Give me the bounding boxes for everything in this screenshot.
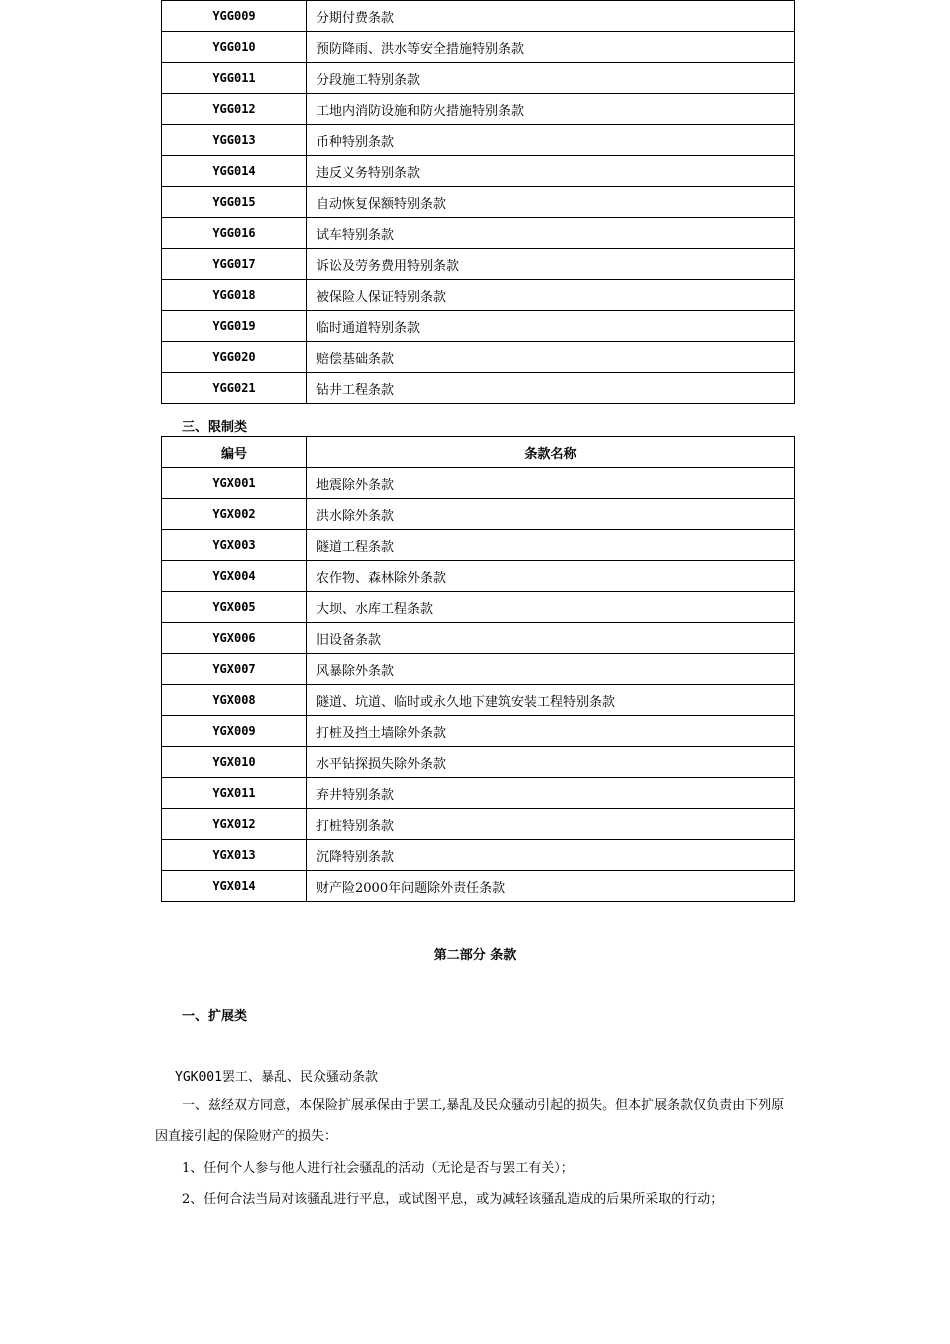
table-row	[162, 311, 795, 342]
clause-code-cell: YGG010	[162, 32, 307, 63]
clause-name-cell: 钻井工程条款	[307, 373, 795, 404]
clause-name-cell: 水平钻探损失除外条款	[307, 747, 795, 778]
clause-code-cell: YGX005	[162, 592, 307, 623]
clause-code-cell: YGX013	[162, 840, 307, 871]
clause-name-cell: 币种特别条款	[307, 125, 795, 156]
clause-name-cell: 预防降雨、洪水等安全措施特别条款	[307, 32, 795, 63]
clause-code-cell: YGX004	[162, 561, 307, 592]
table-row	[162, 94, 795, 125]
table-row	[162, 654, 795, 685]
table-row	[162, 840, 795, 871]
table-row	[162, 156, 795, 187]
table-header-row	[162, 437, 795, 468]
table-row	[162, 778, 795, 809]
header-code: 编号	[162, 437, 307, 468]
clause-name-cell: 违反义务特别条款	[307, 156, 795, 187]
clause-name-cell: 分期付费条款	[307, 1, 795, 32]
table-row	[162, 871, 795, 902]
table-row	[162, 249, 795, 280]
table-row	[162, 623, 795, 654]
clause-name-cell: 隧道工程条款	[307, 530, 795, 561]
table-row	[162, 280, 795, 311]
clause-code-cell: YGX006	[162, 623, 307, 654]
clause-name-cell: 自动恢复保额特别条款	[307, 187, 795, 218]
clause-name-cell: 打桩特别条款	[307, 809, 795, 840]
table-row	[162, 747, 795, 778]
clause-code-cell: YGG013	[162, 125, 307, 156]
table-row	[162, 685, 795, 716]
clause-code-cell: YGG021	[162, 373, 307, 404]
clause-name-cell: 农作物、森林除外条款	[307, 561, 795, 592]
table-row	[162, 716, 795, 747]
part-title: 第二部分 条款	[433, 948, 517, 963]
table-row	[162, 125, 795, 156]
clause-name-cell: 风暴除外条款	[307, 654, 795, 685]
table-guarantee-clauses	[161, 0, 795, 404]
clause-heading	[175, 1066, 378, 1085]
clause-name-cell: 沉降特别条款	[307, 840, 795, 871]
sub-title-extension: 一、扩展类	[182, 1009, 248, 1024]
clause-code-cell: YGX003	[162, 530, 307, 561]
table-row	[162, 592, 795, 623]
clause-code-cell: YGG014	[162, 156, 307, 187]
table-row	[162, 342, 795, 373]
table-row	[162, 561, 795, 592]
clause-code-cell: YGX009	[162, 716, 307, 747]
table-row	[162, 32, 795, 63]
clause-name-cell: 工地内消防设施和防火措施特别条款	[307, 94, 795, 125]
table-row	[162, 1, 795, 32]
clause-name-cell: 洪水除外条款	[307, 499, 795, 530]
clause-name-cell: 大坝、水库工程条款	[307, 592, 795, 623]
section-title-restriction: 三、限制类	[182, 420, 248, 435]
clause-code-cell: YGX007	[162, 654, 307, 685]
clause-paragraph: 一、兹经双方同意，本保险扩展承保由于罢工,暴乱及民众骚动引起的损失。但本扩展条款仅负责由下列原因直接引起的保险财产的损失：	[155, 1098, 785, 1144]
header-name: 条款名称	[307, 437, 795, 468]
table-row	[162, 187, 795, 218]
table-row	[162, 218, 795, 249]
clause-code-cell: YGX008	[162, 685, 307, 716]
table-row	[162, 499, 795, 530]
table-row	[162, 530, 795, 561]
clause-code: YGK001	[175, 1070, 222, 1085]
clause-code-cell: YGX012	[162, 809, 307, 840]
clause-name-cell: 试车特别条款	[307, 218, 795, 249]
clause-code-cell: YGG017	[162, 249, 307, 280]
table-row	[162, 63, 795, 94]
clause-code-cell: YGG009	[162, 1, 307, 32]
clause-name-cell: 地震除外条款	[307, 468, 795, 499]
clause-code-cell: YGX010	[162, 747, 307, 778]
clause-code-cell: YGX014	[162, 871, 307, 902]
clause-code-cell: YGG012	[162, 94, 307, 125]
table-row	[162, 809, 795, 840]
clause-code-cell: YGG020	[162, 342, 307, 373]
clause-code-cell: YGG011	[162, 63, 307, 94]
clause-item-2: 2、任何合法当局对该骚乱进行平息，或试图平息，或为减轻该骚乱造成的后果所采取的行动；	[182, 1192, 724, 1207]
clause-name-cell: 临时通道特别条款	[307, 311, 795, 342]
clause-name-cell: 赔偿基础条款	[307, 342, 795, 373]
clause-code-cell: YGG019	[162, 311, 307, 342]
table-row	[162, 373, 795, 404]
clause-name-cell: 财产险2000年问题除外责任条款	[307, 871, 795, 902]
clause-code-cell: YGG018	[162, 280, 307, 311]
table2-body	[162, 468, 795, 902]
clause-code-cell: YGX002	[162, 499, 307, 530]
clause-code-cell: YGG016	[162, 218, 307, 249]
clause-name-cell: 分段施工特别条款	[307, 63, 795, 94]
clause-code-cell: YGG015	[162, 187, 307, 218]
clause-name-cell: 隧道、坑道、临时或永久地下建筑安装工程特别条款	[307, 685, 795, 716]
clause-code-cell: YGX001	[162, 468, 307, 499]
clause-code-cell: YGX011	[162, 778, 307, 809]
clause-name-cell: 打桩及挡土墙除外条款	[307, 716, 795, 747]
table1-body	[162, 1, 795, 404]
table-restriction-clauses	[161, 436, 795, 902]
clause-title: 罢工、暴乱、民众骚动条款	[221, 1070, 378, 1085]
clause-item-1: 1、任何个人参与他人进行社会骚乱的活动（无论是否与罢工有关）；	[182, 1161, 574, 1176]
clause-name-cell: 被保险人保证特别条款	[307, 280, 795, 311]
clause-name-cell: 旧设备条款	[307, 623, 795, 654]
clause-name-cell: 弃井特别条款	[307, 778, 795, 809]
clause-name-cell: 诉讼及劳务费用特别条款	[307, 249, 795, 280]
table-row	[162, 468, 795, 499]
